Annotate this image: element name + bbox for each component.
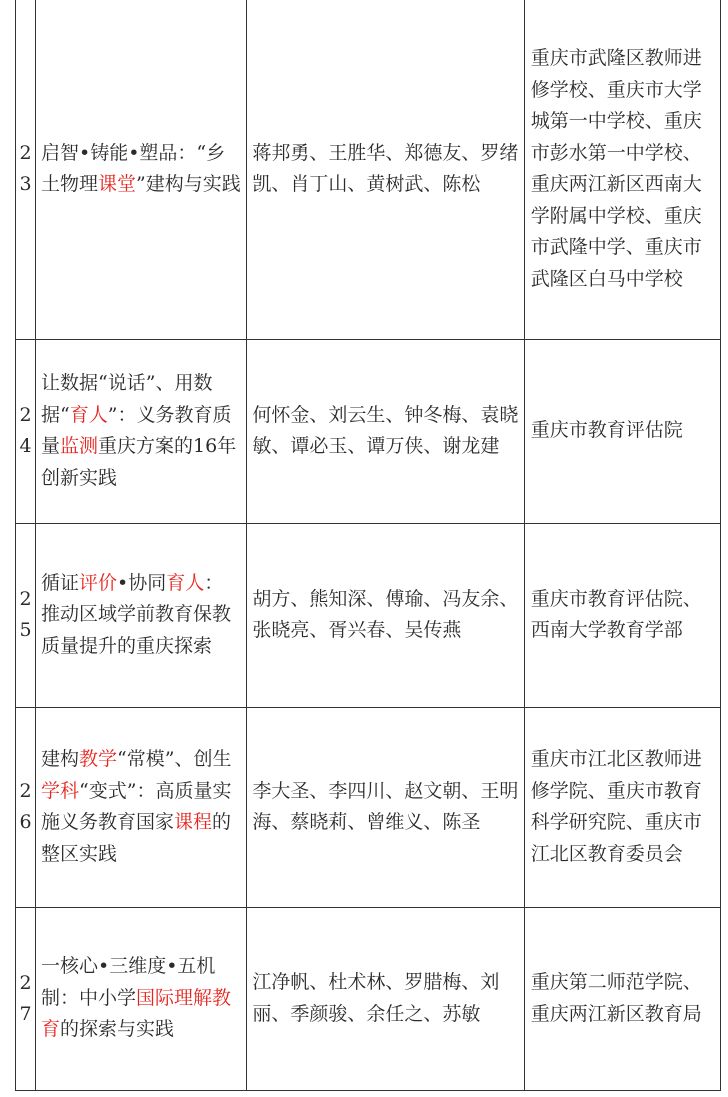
project-members: 江净帆、杜术林、罗腊梅、刘丽、季颜骏、余任之、苏敏 <box>247 907 524 1090</box>
project-title: 建构教学“常模”、创生学科“变式”：高质量实施义务教育国家课程的整区实践 <box>36 707 247 907</box>
project-title: 让数据“说话”、用数据“育人”：义务教育质量监测重庆方案的16年创新实践 <box>36 339 247 523</box>
project-units: 重庆市教育评估院 <box>524 339 720 523</box>
project-title: 循证评价•协同育人：推动区域学前教育保教质量提升的重庆探索 <box>36 523 247 707</box>
project-title: 启智•铸能•塑品：“乡土物理课堂”建构与实践 <box>36 0 247 339</box>
row-number: 2 7 <box>16 907 36 1090</box>
project-members: 何怀金、刘云生、钟冬梅、袁晓敏、谭必玉、谭万侠、谢龙建 <box>247 339 524 523</box>
project-title: 一核心•三维度•五机制：中小学国际理解教育的探索与实践 <box>36 907 247 1090</box>
table-row <box>16 0 721 339</box>
row-number: 2 6 <box>16 707 36 907</box>
project-units: 重庆市教育评估院、西南大学教育学部 <box>524 523 720 707</box>
project-units: 重庆市江北区教师进修学院、重庆市教育科学研究院、重庆市江北区教育委员会 <box>524 707 720 907</box>
project-members: 蒋邦勇、王胜华、郑德友、罗绪凯、肖丁山、黄树武、陈松 <box>247 0 524 339</box>
row-number: 2 4 <box>16 339 36 523</box>
table-row <box>16 907 721 1090</box>
row-number: 2 3 <box>16 0 36 339</box>
table-row <box>16 707 721 907</box>
project-members: 胡方、熊知深、傅瑜、冯友余、张晓亮、胥兴春、吴传燕 <box>247 523 524 707</box>
project-units: 重庆第二师范学院、重庆两江新区教育局 <box>524 907 720 1090</box>
project-units: 重庆市武隆区教师进修学校、重庆市大学城第一中学校、重庆市彭水第一中学校、重庆两江新区西南大学附属中学校、重庆市武隆中学、重庆市武隆区白马中学校 <box>524 0 720 339</box>
table-row <box>16 339 721 523</box>
awards-table <box>15 0 721 1091</box>
table-row <box>16 523 721 707</box>
row-number: 2 5 <box>16 523 36 707</box>
project-members: 李大圣、李四川、赵文朝、王明海、蔡晓莉、曾维义、陈圣 <box>247 707 524 907</box>
